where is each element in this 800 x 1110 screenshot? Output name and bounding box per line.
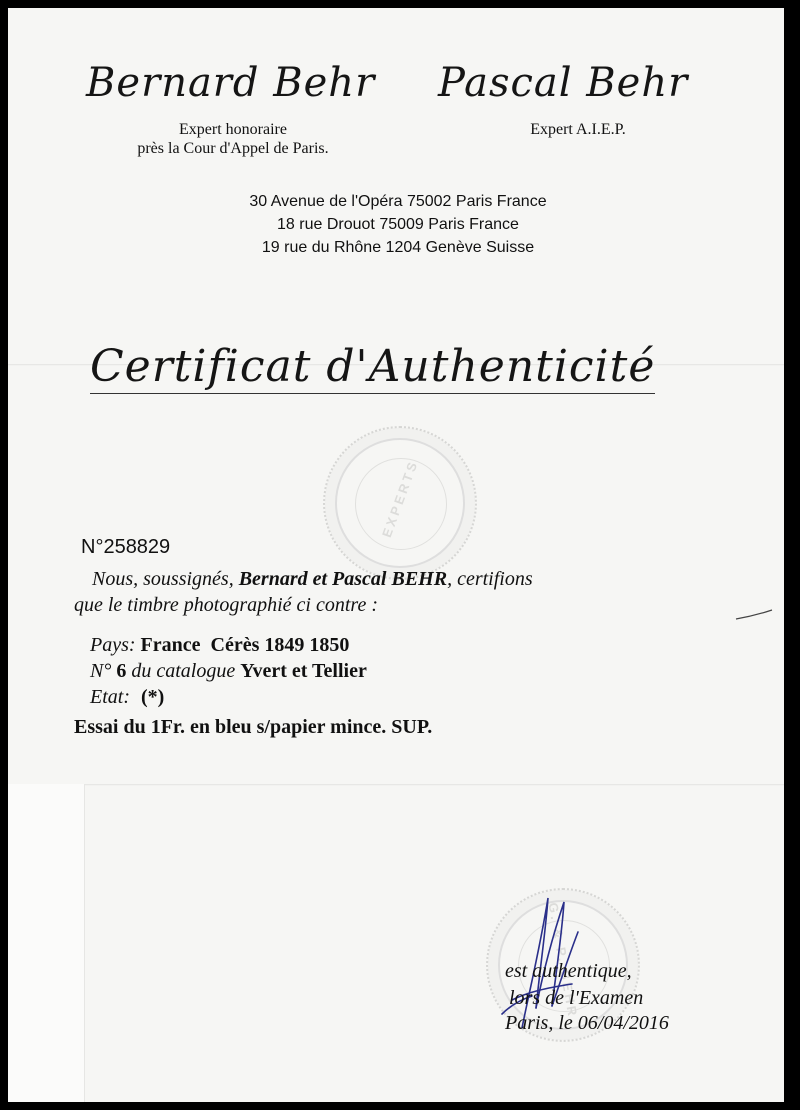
expert1-name: Bernard Behr (86, 60, 376, 106)
etat-value: (*) (141, 686, 165, 708)
expert1-title-line1: Expert honoraire (179, 121, 287, 138)
address-list (188, 190, 608, 259)
pen-mark (734, 608, 774, 622)
expert2-name: Pascal Behr (438, 60, 689, 106)
seal-text: G. & P. BEHR (545, 901, 581, 1020)
certificate-number: N°258829 (81, 536, 171, 558)
closing-line2: lors de l'Examen (509, 987, 644, 1009)
pays-value: France Cérès 1849 1850 (140, 634, 350, 656)
seal-text: EXPERTS (378, 457, 422, 540)
expert2-title: Expert A.I.E.P. (530, 121, 626, 138)
fold-line (8, 784, 784, 786)
intro-line1 (92, 568, 533, 591)
etat-label: Etat: (90, 686, 130, 708)
pays-row (90, 634, 349, 657)
etat-row (90, 686, 164, 709)
catalogue-label: du catalogue (131, 660, 236, 682)
paper-edge-strip (8, 784, 85, 1102)
address-line: 30 Avenue de l'Opéra 75002 Paris France (249, 193, 547, 210)
pays-label: Pays: (90, 634, 136, 656)
address-line: 19 rue du Rhône 1204 Genève Suisse (261, 239, 535, 256)
intro-names: Bernard et Pascal BEHR (238, 568, 448, 590)
intro-line2: que le timbre photographié ci contre : (74, 594, 379, 616)
closing-line1: est authentique, (505, 960, 632, 982)
catalogue-value: Yvert et Tellier (240, 660, 367, 682)
numero-label: N° (90, 660, 112, 682)
embossed-seal (323, 426, 477, 580)
numero-value: 6 (116, 660, 127, 682)
intro-prefix: Nous, soussignés, (92, 568, 234, 590)
catalogue-row (90, 660, 367, 683)
expert1-title-line2: près la Cour d'Appel de Paris. (137, 140, 329, 157)
certificate-title: Certificat d'Authenticité (90, 341, 656, 392)
intro-suffix: , certifions (447, 568, 533, 590)
closing-date: Paris, le 06/04/2016 (505, 1012, 669, 1034)
address-line: 18 rue Drouot 75009 Paris France (277, 216, 519, 233)
certificate-page (8, 8, 784, 1102)
stamp-description: Essai du 1Fr. en bleu s/papier mince. SUP. (74, 716, 433, 738)
